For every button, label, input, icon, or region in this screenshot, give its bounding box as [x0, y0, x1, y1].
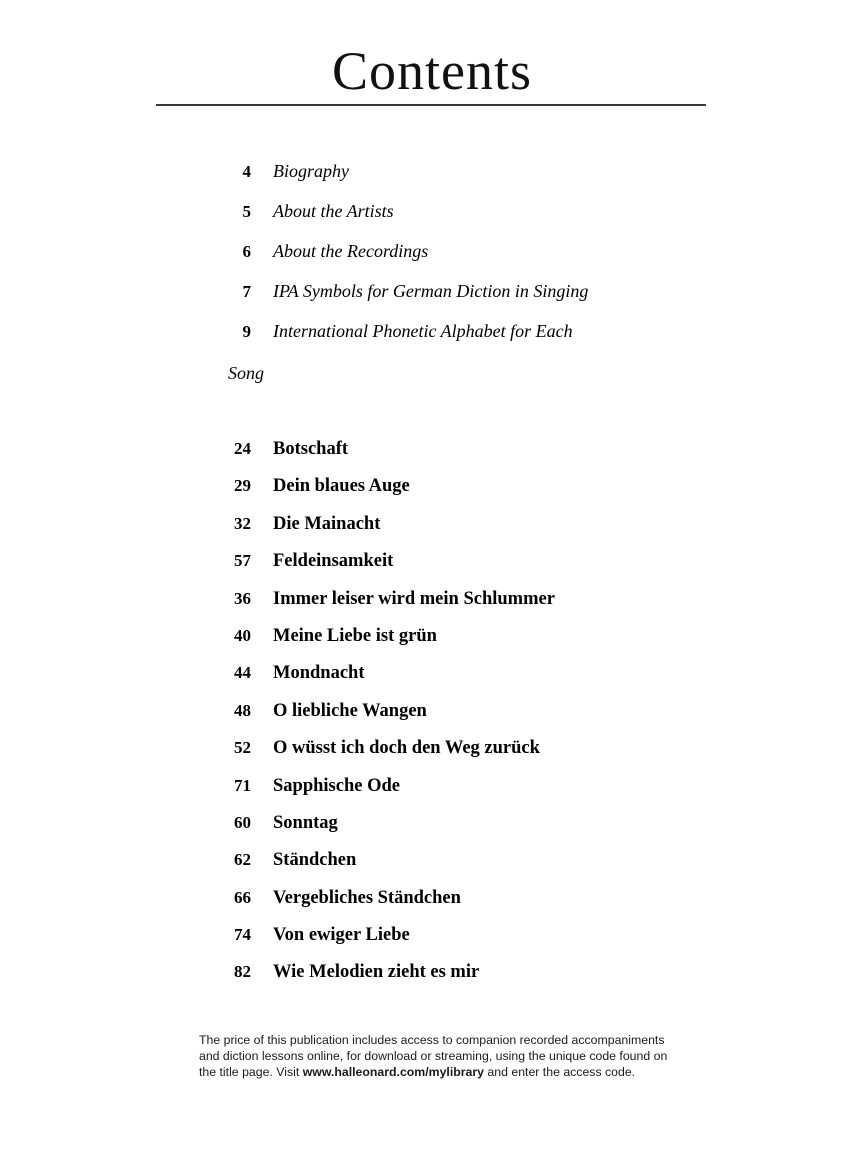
song-entry[interactable]	[0, 850, 864, 887]
entry-title: Biography	[273, 161, 349, 181]
song-entry[interactable]	[0, 776, 864, 813]
entry-page-number: 48	[234, 700, 251, 720]
entry-page-number: 7	[242, 282, 251, 301]
footer-link[interactable]: www.halleonard.com/mylibrary	[302, 1065, 485, 1080]
song-entry[interactable]	[0, 962, 864, 999]
song-entry[interactable]	[0, 626, 864, 663]
front-matter-list	[0, 161, 864, 361]
entry-title: Meine Liebe ist grün	[273, 625, 437, 646]
song-entry[interactable]	[0, 514, 864, 551]
entry-page-number: 60	[234, 812, 251, 832]
entry-title: Botschaft	[273, 439, 349, 459]
entry-title: Von ewiger Liebe	[273, 925, 410, 946]
entry-title: O liebliche Wangen	[273, 700, 427, 721]
front-matter-continuation: Song	[228, 363, 264, 383]
song-entry[interactable]	[0, 888, 864, 925]
song-entry[interactable]	[0, 925, 864, 962]
entry-page-number: 71	[234, 775, 251, 795]
entry-page-number: 40	[234, 625, 251, 645]
entry-page-number: 74	[234, 925, 251, 945]
song-entry[interactable]	[0, 663, 864, 700]
song-list	[0, 439, 864, 1000]
entry-page-number: 5	[242, 202, 251, 221]
page-title: Contents	[331, 41, 532, 101]
entry-page-number: 44	[234, 663, 251, 683]
entry-title: International Phonetic Alphabet for Each	[273, 321, 573, 341]
entry-title: IPA Symbols for German Diction in Singing	[273, 281, 589, 301]
entry-title: Ständchen	[273, 850, 357, 871]
title-divider	[156, 104, 706, 106]
entry-page-number: 29	[234, 476, 251, 496]
song-entry[interactable]	[0, 589, 864, 626]
song-entry[interactable]	[0, 551, 864, 588]
entry-title: Immer leiser wird mein Schlummer	[273, 588, 555, 609]
entry-page-number: 52	[234, 738, 251, 758]
front-matter-entry[interactable]	[0, 281, 864, 321]
front-matter-entry[interactable]	[0, 161, 864, 201]
front-matter-entry[interactable]	[0, 321, 864, 361]
footer-note	[199, 1032, 669, 1081]
entry-page-number: 62	[234, 850, 251, 870]
entry-title: About the Recordings	[273, 241, 429, 261]
entry-title: Sonntag	[273, 812, 338, 833]
entry-page-number: 9	[242, 322, 251, 341]
footer-text-before: The price of this publication includes access to companion recorded accompaniments and diction lessons online, for download or streaming, using the unique code found on the title page. Visit	[199, 1033, 668, 1080]
entry-page-number: 32	[234, 513, 251, 533]
front-matter-entry[interactable]	[0, 241, 864, 281]
song-entry[interactable]	[0, 476, 864, 513]
entry-title: Mondnacht	[273, 663, 365, 684]
front-matter-entry[interactable]	[0, 201, 864, 241]
entry-page-number: 6	[242, 242, 251, 261]
entry-title: Sapphische Ode	[273, 775, 400, 796]
song-entry[interactable]	[0, 439, 864, 476]
entry-page-number: 36	[234, 588, 251, 608]
entry-page-number: 4	[242, 162, 251, 181]
song-entry[interactable]	[0, 701, 864, 738]
footer-text-after: and enter the access code.	[484, 1065, 636, 1080]
entry-title: Vergebliches Ständchen	[273, 887, 461, 908]
entry-page-number: 82	[234, 962, 251, 982]
entry-page-number: 66	[234, 887, 251, 907]
entry-title: Dein blaues Auge	[273, 476, 410, 497]
song-entry[interactable]	[0, 738, 864, 775]
entry-page-number: 57	[234, 551, 251, 571]
entry-title: Wie Melodien zieht es mir	[273, 962, 480, 983]
entry-title: O wüsst ich doch den Weg zurück	[273, 738, 540, 759]
entry-title: Die Mainacht	[273, 513, 381, 534]
entry-page-number: 24	[234, 439, 251, 458]
song-entry[interactable]	[0, 813, 864, 850]
entry-title: Feldeinsamkeit	[273, 551, 394, 572]
entry-title: About the Artists	[273, 201, 394, 221]
